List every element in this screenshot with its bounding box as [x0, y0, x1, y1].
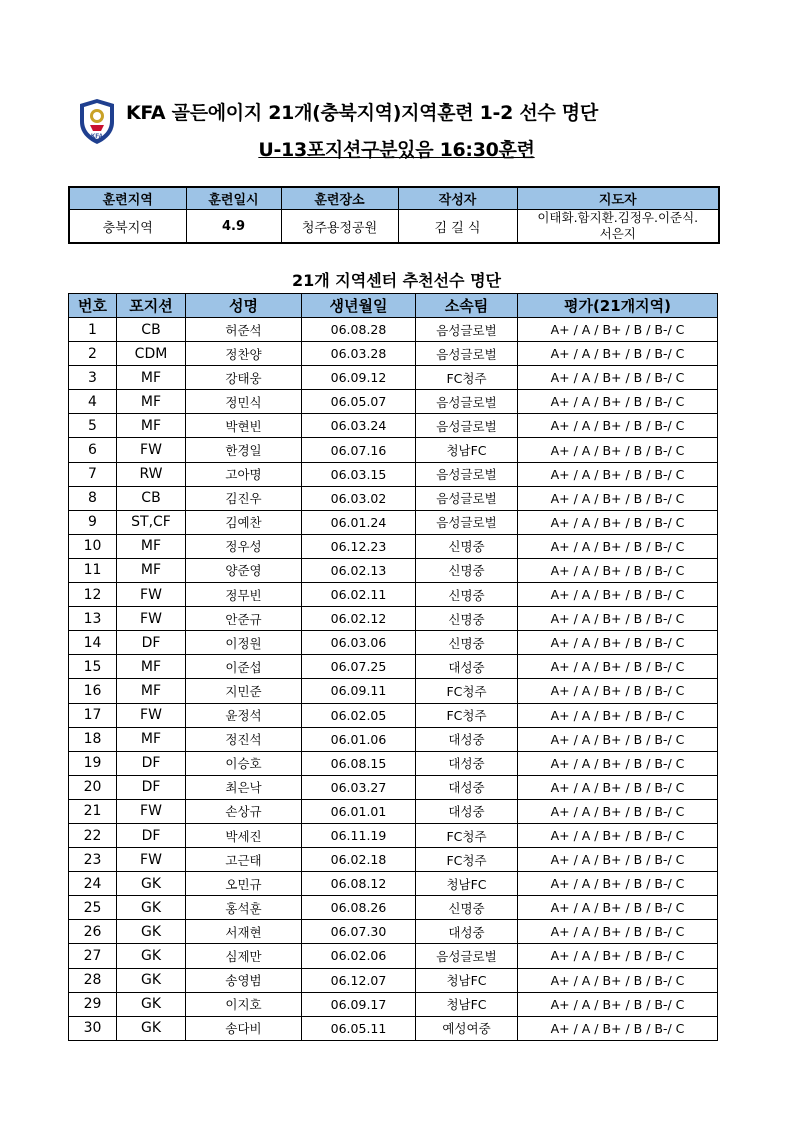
player-number: 11 — [69, 558, 117, 582]
player-position: DF — [117, 823, 186, 847]
player-name: 손상규 — [186, 799, 302, 823]
player-name: 김예찬 — [186, 510, 302, 534]
player-birthdate: 06.03.24 — [302, 414, 416, 438]
player-number: 27 — [69, 944, 117, 968]
player-club: 신명중 — [416, 534, 518, 558]
col-header-name: 성명 — [186, 294, 302, 318]
player-number: 16 — [69, 679, 117, 703]
player-name: 윤정석 — [186, 703, 302, 727]
player-number: 29 — [69, 992, 117, 1016]
player-birthdate: 06.02.18 — [302, 848, 416, 872]
player-club: 신명중 — [416, 583, 518, 607]
player-number: 6 — [69, 438, 117, 462]
col-header-dob: 생년월일 — [302, 294, 416, 318]
player-name: 양준영 — [186, 558, 302, 582]
player-club: FC청주 — [416, 366, 518, 390]
table-row — [69, 896, 718, 920]
player-evaluation: A+ / A / B+ / B / B-/ C — [518, 848, 718, 872]
player-club: 대성중 — [416, 751, 518, 775]
player-club: 신명중 — [416, 558, 518, 582]
player-position: MF — [117, 366, 186, 390]
player-birthdate: 06.02.05 — [302, 703, 416, 727]
player-number: 4 — [69, 390, 117, 414]
player-club: 대성중 — [416, 775, 518, 799]
player-evaluation: A+ / A / B+ / B / B-/ C — [518, 510, 718, 534]
player-birthdate: 06.02.13 — [302, 558, 416, 582]
player-birthdate: 06.01.06 — [302, 727, 416, 751]
table-row — [69, 751, 718, 775]
player-evaluation: A+ / A / B+ / B / B-/ C — [518, 462, 718, 486]
info-place: 청주용정공원 — [281, 210, 398, 244]
player-name: 박현빈 — [186, 414, 302, 438]
info-author: 김 길 식 — [398, 210, 517, 244]
player-position: DF — [117, 775, 186, 799]
player-position: RW — [117, 462, 186, 486]
player-position: FW — [117, 607, 186, 631]
player-number: 5 — [69, 414, 117, 438]
table-row — [69, 872, 718, 896]
player-evaluation: A+ / A / B+ / B / B-/ C — [518, 438, 718, 462]
player-number: 21 — [69, 799, 117, 823]
player-birthdate: 06.03.28 — [302, 342, 416, 366]
player-position: ST,CF — [117, 510, 186, 534]
player-position: FW — [117, 703, 186, 727]
info-region: 충북지역 — [69, 210, 186, 244]
player-birthdate: 06.02.06 — [302, 944, 416, 968]
player-birthdate: 06.07.30 — [302, 920, 416, 944]
info-value-row — [69, 210, 719, 244]
player-position: GK — [117, 872, 186, 896]
table-row — [69, 848, 718, 872]
player-number: 7 — [69, 462, 117, 486]
player-number: 24 — [69, 872, 117, 896]
logo-caption: KFA — [91, 134, 103, 140]
player-position: FW — [117, 438, 186, 462]
player-club: FC청주 — [416, 703, 518, 727]
player-evaluation: A+ / A / B+ / B / B-/ C — [518, 799, 718, 823]
table-row — [69, 631, 718, 655]
table-row — [69, 679, 718, 703]
roster-table — [68, 293, 718, 1041]
player-name: 이준섭 — [186, 655, 302, 679]
info-coach — [517, 210, 719, 244]
player-number: 26 — [69, 920, 117, 944]
player-position: FW — [117, 848, 186, 872]
player-birthdate: 06.09.17 — [302, 992, 416, 1016]
player-number: 19 — [69, 751, 117, 775]
player-birthdate: 06.08.12 — [302, 872, 416, 896]
table-row — [69, 486, 718, 510]
player-name: 송다비 — [186, 1016, 302, 1040]
player-birthdate: 06.02.12 — [302, 607, 416, 631]
player-name: 박세진 — [186, 823, 302, 847]
col-header-eval: 평가(21개지역) — [518, 294, 718, 318]
player-birthdate: 06.03.02 — [302, 486, 416, 510]
player-position: CB — [117, 486, 186, 510]
player-club: 음성글로벌 — [416, 944, 518, 968]
player-name: 강태웅 — [186, 366, 302, 390]
player-name: 지민준 — [186, 679, 302, 703]
player-name: 정무빈 — [186, 583, 302, 607]
player-name: 안준규 — [186, 607, 302, 631]
player-name: 한경일 — [186, 438, 302, 462]
player-club: 대성중 — [416, 920, 518, 944]
player-club: 예성여중 — [416, 1016, 518, 1040]
player-name: 서재현 — [186, 920, 302, 944]
col-header-position: 포지션 — [117, 294, 186, 318]
player-evaluation: A+ / A / B+ / B / B-/ C — [518, 775, 718, 799]
info-coach-line2: 서은지 — [599, 226, 636, 241]
player-evaluation: A+ / A / B+ / B / B-/ C — [518, 968, 718, 992]
player-club: 음성글로벌 — [416, 318, 518, 342]
info-header-row — [69, 187, 719, 210]
player-club: 신명중 — [416, 896, 518, 920]
table-row — [69, 727, 718, 751]
info-header-date: 훈련일시 — [186, 187, 281, 210]
player-birthdate: 06.09.11 — [302, 679, 416, 703]
player-club: 대성중 — [416, 727, 518, 751]
player-birthdate: 06.03.06 — [302, 631, 416, 655]
player-position: FW — [117, 583, 186, 607]
table-row — [69, 607, 718, 631]
table-row — [69, 558, 718, 582]
player-name: 정진석 — [186, 727, 302, 751]
player-number: 18 — [69, 727, 117, 751]
player-position: MF — [117, 390, 186, 414]
table-row — [69, 366, 718, 390]
player-club: 청남FC — [416, 872, 518, 896]
player-position: DF — [117, 751, 186, 775]
player-name: 정우성 — [186, 534, 302, 558]
player-number: 23 — [69, 848, 117, 872]
player-position: GK — [117, 1016, 186, 1040]
info-header-coach: 지도자 — [517, 187, 719, 210]
player-position: MF — [117, 655, 186, 679]
player-position: GK — [117, 920, 186, 944]
page-subtitle: U-13포지션구분있음 16:30훈련 — [258, 139, 535, 161]
player-name: 고근태 — [186, 848, 302, 872]
player-evaluation: A+ / A / B+ / B / B-/ C — [518, 920, 718, 944]
player-number: 22 — [69, 823, 117, 847]
player-club: 청남FC — [416, 968, 518, 992]
table-row — [69, 318, 718, 342]
player-number: 8 — [69, 486, 117, 510]
player-name: 허준석 — [186, 318, 302, 342]
page-title: KFA 골든에이지 21개(충북지역)지역훈련 1-2 선수 명단 — [126, 102, 598, 124]
col-header-club: 소속팀 — [416, 294, 518, 318]
table-row — [69, 534, 718, 558]
player-birthdate: 06.12.07 — [302, 968, 416, 992]
table-row — [69, 342, 718, 366]
player-position: GK — [117, 992, 186, 1016]
player-position: MF — [117, 414, 186, 438]
player-number: 14 — [69, 631, 117, 655]
player-position: MF — [117, 679, 186, 703]
player-name: 이정원 — [186, 631, 302, 655]
player-position: MF — [117, 558, 186, 582]
player-evaluation: A+ / A / B+ / B / B-/ C — [518, 558, 718, 582]
info-header-author: 작성자 — [398, 187, 517, 210]
roster-header-row — [69, 294, 718, 318]
player-evaluation: A+ / A / B+ / B / B-/ C — [518, 534, 718, 558]
table-row — [69, 438, 718, 462]
player-name: 이승호 — [186, 751, 302, 775]
player-club: 대성중 — [416, 655, 518, 679]
player-club: 음성글로벌 — [416, 462, 518, 486]
player-club: 음성글로벌 — [416, 510, 518, 534]
player-name: 심제만 — [186, 944, 302, 968]
player-club: 청남FC — [416, 438, 518, 462]
player-birthdate: 06.09.12 — [302, 366, 416, 390]
player-birthdate: 06.05.07 — [302, 390, 416, 414]
player-birthdate: 06.07.25 — [302, 655, 416, 679]
player-evaluation: A+ / A / B+ / B / B-/ C — [518, 751, 718, 775]
table-row — [69, 799, 718, 823]
player-evaluation: A+ / A / B+ / B / B-/ C — [518, 823, 718, 847]
player-club: FC청주 — [416, 679, 518, 703]
player-name: 송영범 — [186, 968, 302, 992]
table-row — [69, 823, 718, 847]
training-info-table — [68, 186, 720, 244]
player-birthdate: 06.08.26 — [302, 896, 416, 920]
player-number: 13 — [69, 607, 117, 631]
player-club: FC청주 — [416, 848, 518, 872]
player-evaluation: A+ / A / B+ / B / B-/ C — [518, 414, 718, 438]
player-number: 15 — [69, 655, 117, 679]
player-birthdate: 06.03.27 — [302, 775, 416, 799]
player-birthdate: 06.01.01 — [302, 799, 416, 823]
table-row — [69, 655, 718, 679]
table-row — [69, 1016, 718, 1040]
player-name: 정민식 — [186, 390, 302, 414]
player-evaluation: A+ / A / B+ / B / B-/ C — [518, 655, 718, 679]
player-number: 28 — [69, 968, 117, 992]
player-evaluation: A+ / A / B+ / B / B-/ C — [518, 1016, 718, 1040]
player-number: 2 — [69, 342, 117, 366]
player-name: 정찬양 — [186, 342, 302, 366]
info-header-region: 훈련지역 — [69, 187, 186, 210]
player-number: 9 — [69, 510, 117, 534]
player-number: 17 — [69, 703, 117, 727]
player-evaluation: A+ / A / B+ / B / B-/ C — [518, 318, 718, 342]
table-row — [69, 390, 718, 414]
player-position: GK — [117, 896, 186, 920]
player-name: 오민규 — [186, 872, 302, 896]
player-number: 3 — [69, 366, 117, 390]
player-club: 청남FC — [416, 992, 518, 1016]
player-position: MF — [117, 727, 186, 751]
player-evaluation: A+ / A / B+ / B / B-/ C — [518, 366, 718, 390]
player-position: FW — [117, 799, 186, 823]
player-club: 음성글로벌 — [416, 486, 518, 510]
table-row — [69, 775, 718, 799]
player-birthdate: 06.07.16 — [302, 438, 416, 462]
col-header-no: 번호 — [69, 294, 117, 318]
player-evaluation: A+ / A / B+ / B / B-/ C — [518, 607, 718, 631]
player-position: MF — [117, 534, 186, 558]
player-evaluation: A+ / A / B+ / B / B-/ C — [518, 944, 718, 968]
player-position: GK — [117, 968, 186, 992]
player-name: 고아명 — [186, 462, 302, 486]
player-birthdate: 06.02.11 — [302, 583, 416, 607]
player-name: 김진우 — [186, 486, 302, 510]
player-evaluation: A+ / A / B+ / B / B-/ C — [518, 631, 718, 655]
player-number: 12 — [69, 583, 117, 607]
roster-title: 21개 지역센터 추천선수 명단 — [292, 271, 501, 290]
player-name: 홍석훈 — [186, 896, 302, 920]
table-row — [69, 414, 718, 438]
player-number: 30 — [69, 1016, 117, 1040]
player-club: 신명중 — [416, 607, 518, 631]
player-club: 음성글로벌 — [416, 342, 518, 366]
info-header-place: 훈련장소 — [281, 187, 398, 210]
player-position: CDM — [117, 342, 186, 366]
info-coach-line1: 이태화.함지환.김정우.이준식. — [537, 210, 699, 225]
player-number: 25 — [69, 896, 117, 920]
player-birthdate: 06.08.15 — [302, 751, 416, 775]
table-row — [69, 920, 718, 944]
player-position: GK — [117, 944, 186, 968]
player-birthdate: 06.05.11 — [302, 1016, 416, 1040]
table-row — [69, 462, 718, 486]
player-club: 신명중 — [416, 631, 518, 655]
player-name: 이지호 — [186, 992, 302, 1016]
player-birthdate: 06.03.15 — [302, 462, 416, 486]
player-evaluation: A+ / A / B+ / B / B-/ C — [518, 679, 718, 703]
table-row — [69, 968, 718, 992]
player-number: 20 — [69, 775, 117, 799]
player-position: CB — [117, 318, 186, 342]
player-birthdate: 06.01.24 — [302, 510, 416, 534]
player-evaluation: A+ / A / B+ / B / B-/ C — [518, 896, 718, 920]
player-evaluation: A+ / A / B+ / B / B-/ C — [518, 390, 718, 414]
table-row — [69, 992, 718, 1016]
player-birthdate: 06.11.19 — [302, 823, 416, 847]
player-name: 최은낙 — [186, 775, 302, 799]
player-evaluation: A+ / A / B+ / B / B-/ C — [518, 872, 718, 896]
player-birthdate: 06.08.28 — [302, 318, 416, 342]
player-club: FC청주 — [416, 823, 518, 847]
player-evaluation: A+ / A / B+ / B / B-/ C — [518, 703, 718, 727]
table-row — [69, 703, 718, 727]
player-club: 음성글로벌 — [416, 414, 518, 438]
player-evaluation: A+ / A / B+ / B / B-/ C — [518, 486, 718, 510]
player-number: 10 — [69, 534, 117, 558]
info-date: 4.9 — [186, 210, 281, 244]
player-evaluation: A+ / A / B+ / B / B-/ C — [518, 992, 718, 1016]
player-club: 대성중 — [416, 799, 518, 823]
player-birthdate: 06.12.23 — [302, 534, 416, 558]
roster-body — [69, 318, 718, 1041]
player-club: 음성글로벌 — [416, 390, 518, 414]
player-evaluation: A+ / A / B+ / B / B-/ C — [518, 583, 718, 607]
player-evaluation: A+ / A / B+ / B / B-/ C — [518, 727, 718, 751]
player-evaluation: A+ / A / B+ / B / B-/ C — [518, 342, 718, 366]
player-number: 1 — [69, 318, 117, 342]
table-row — [69, 510, 718, 534]
player-position: DF — [117, 631, 186, 655]
table-row — [69, 944, 718, 968]
table-row — [69, 583, 718, 607]
